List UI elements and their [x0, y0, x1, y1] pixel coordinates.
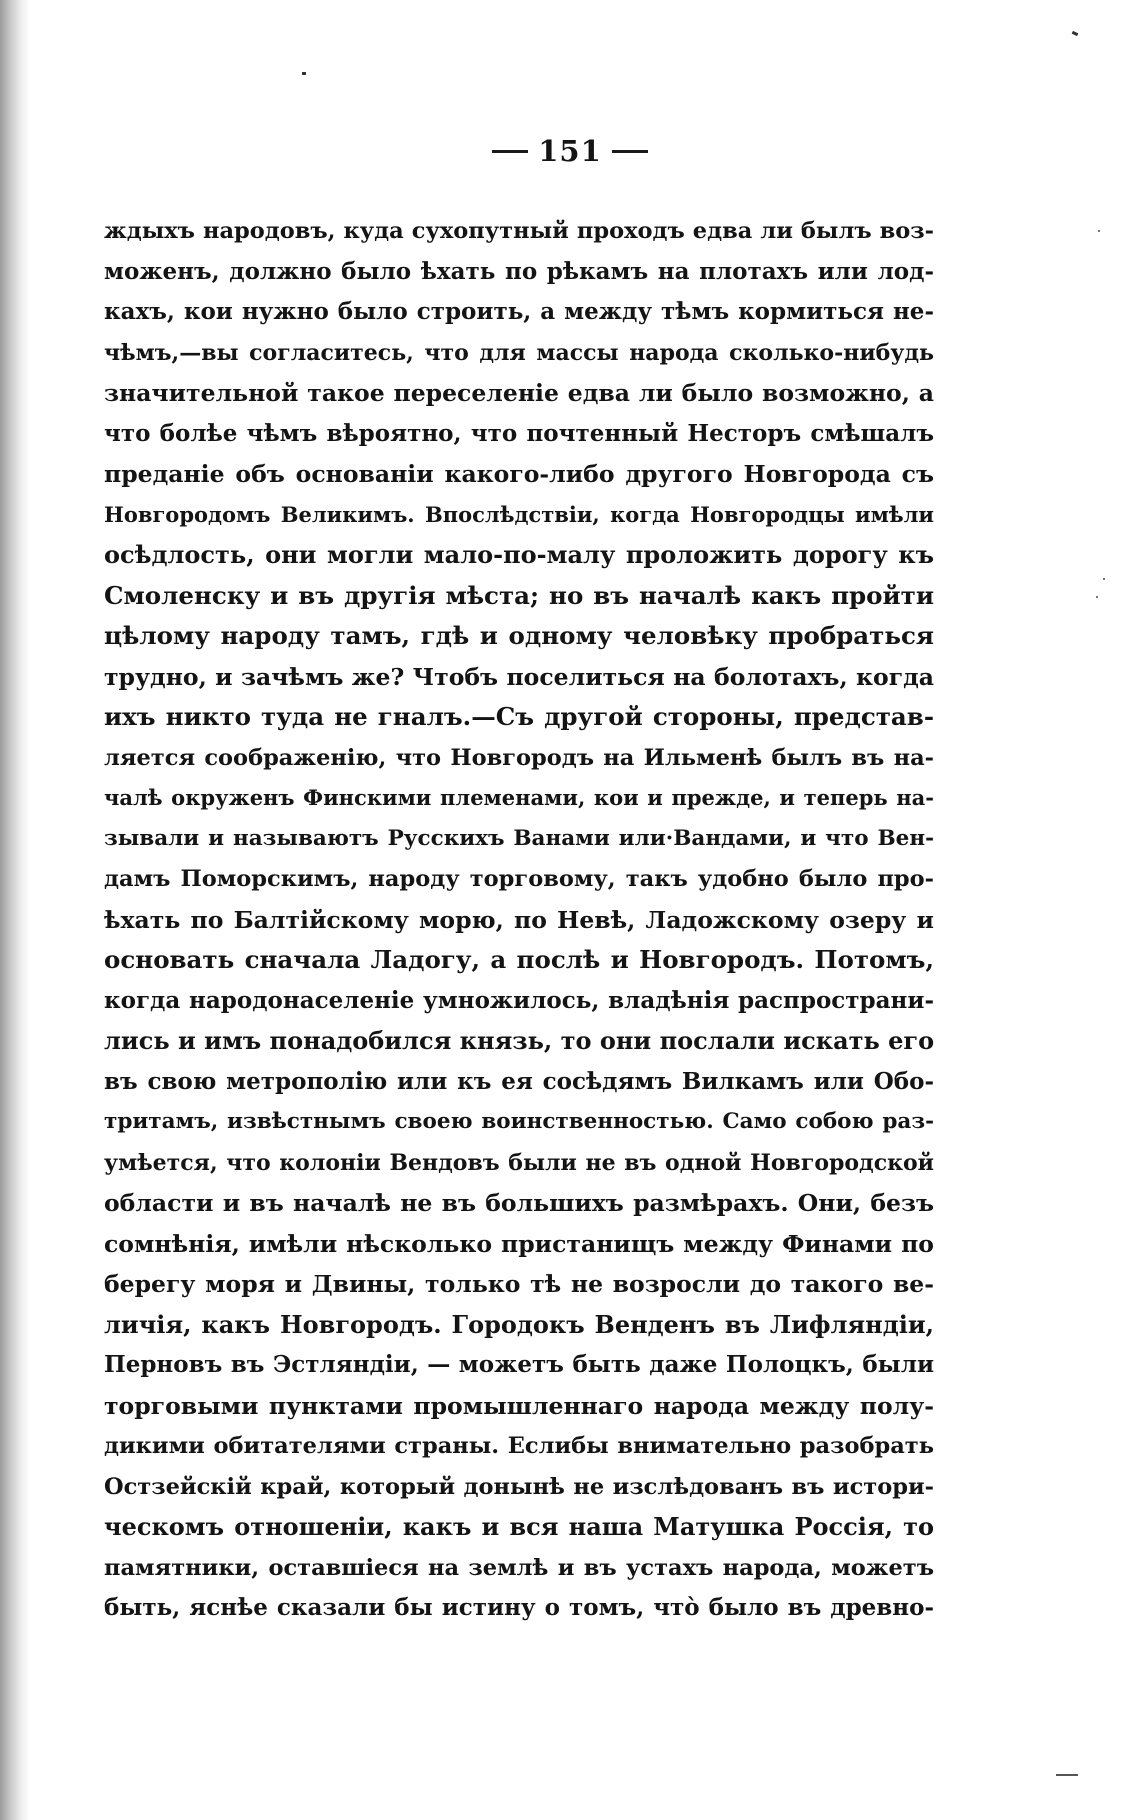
text-line: осѣдлость, они могли мало-по-малу проложить дорогу къ — [104, 540, 934, 569]
scan-speck — [1072, 31, 1079, 36]
text-line: чалѣ окруженъ Финскими племенами, кои и прежде, и теперь на- — [104, 785, 934, 810]
text-line: ѣхать по Балтiйскому морю, по Невѣ, Ладожскому озеру и — [104, 905, 934, 934]
text-line: берегу моря и Двины, только тѣ не возросли до такого ве- — [104, 1270, 934, 1298]
text-line: моженъ, должно было ѣхать по рѣкамъ на плотахъ или лод- — [104, 257, 934, 285]
dash-right — [612, 150, 648, 153]
text-line: дамъ Поморскимъ, народу торговому, такъ удобно было про- — [104, 866, 934, 892]
text-line: основать сначала Ладогу, а послѣ и Новгородъ. Потомъ, — [104, 945, 934, 974]
text-line: преданiе объ основанiи какого-либо другого Новгорода съ — [104, 460, 934, 488]
text-line: области и въ началѣ не въ большихъ размѣрахъ. Они, безъ — [104, 1189, 934, 1217]
text-line: умѣется, что колонiи Вендовъ были не въ одной Новгородской — [104, 1149, 934, 1176]
text-line: тритамъ, извѣстнымъ своею воинственностью. Само собою раз- — [104, 1109, 934, 1134]
text-line: ческомъ отношенiи, какъ и вся наша Матушка Россiя, то — [104, 1512, 934, 1541]
text-line: ляется соображенiю, что Новгородъ на Ильменѣ былъ въ на- — [104, 744, 934, 771]
text-line: когда народонаселенiе умножилось, владѣнiя распространи- — [104, 986, 934, 1014]
dash-left — [492, 150, 528, 153]
text-line: торговыми пунктами промышленнаго народа между полу- — [104, 1391, 934, 1420]
scan-speck — [302, 72, 306, 75]
text-line: лись и имъ понадобился князь, то они послали искать его — [104, 1026, 934, 1055]
text-line: что болѣе чѣмъ вѣроятно, что почтенный Несторъ смѣшалъ — [104, 419, 934, 447]
text-line: кахъ, кои нужно было строить, а между тѣмъ кормиться не- — [104, 298, 934, 325]
scan-speck — [1056, 1774, 1078, 1776]
text-line: Остзейскiй край, который донынѣ не изслѣдованъ въ истори- — [104, 1473, 934, 1500]
text-line: Смоленску и въ другiя мѣста; но въ началѣ какъ пройти — [104, 580, 934, 610]
scan-edge-shadow — [0, 0, 30, 1820]
body-text — [104, 211, 934, 1629]
page-number-header — [0, 134, 1140, 168]
scan-speck — [1098, 230, 1100, 232]
text-line: быть, яснѣе сказали бы истину о томъ, что̀ было въ древно- — [104, 1594, 934, 1621]
text-line: Перновъ въ Эстляндiи, — можетъ быть даже Полоцкъ, были — [104, 1351, 934, 1378]
text-line: дикими обитателями страны. Еслибы внимательно разобрать — [104, 1433, 934, 1459]
text-line: ждыхъ народовъ, куда сухопутный проходъ едва ли былъ воз- — [104, 218, 934, 244]
text-line: личiя, какъ Новгородъ. Городокъ Венденъ въ Лифляндiи, — [104, 1309, 934, 1339]
text-line: чѣмъ,—вы согласитесь, что для массы народа сколько-нибудь — [104, 339, 934, 366]
text-line: ихъ никто туда не гналъ.—Съ другой стороны, представ- — [104, 702, 934, 731]
text-line: зывали и называютъ Русскихъ Ванами или·Вандами, и что Вен- — [104, 825, 934, 851]
scan-speck — [1103, 578, 1105, 580]
text-line: трудно, и зачѣмъ же? Чтобъ поселиться на болотахъ, когда — [104, 662, 934, 691]
text-line: памятники, оставшiеся на землѣ и въ устахъ народа, можетъ — [104, 1554, 934, 1581]
text-line: значительной такое переселенiе едва ли было возможно, а — [104, 379, 934, 407]
text-line: цѣлому народу тамъ, гдѣ и одному человѣку пробраться — [104, 621, 934, 650]
page-number: 151 — [538, 134, 602, 168]
scan-speck — [1096, 596, 1098, 598]
text-line: сомнѣнiя, имѣли нѣсколько пристанищъ между Финами по — [104, 1229, 934, 1258]
text-line: Новгородомъ Великимъ. Впослѣдствiи, когда Новгородцы имѣли — [104, 501, 934, 527]
text-line: въ свою метрополiю или къ ея сосѣдямъ Вилкамъ или Обо- — [104, 1067, 934, 1095]
